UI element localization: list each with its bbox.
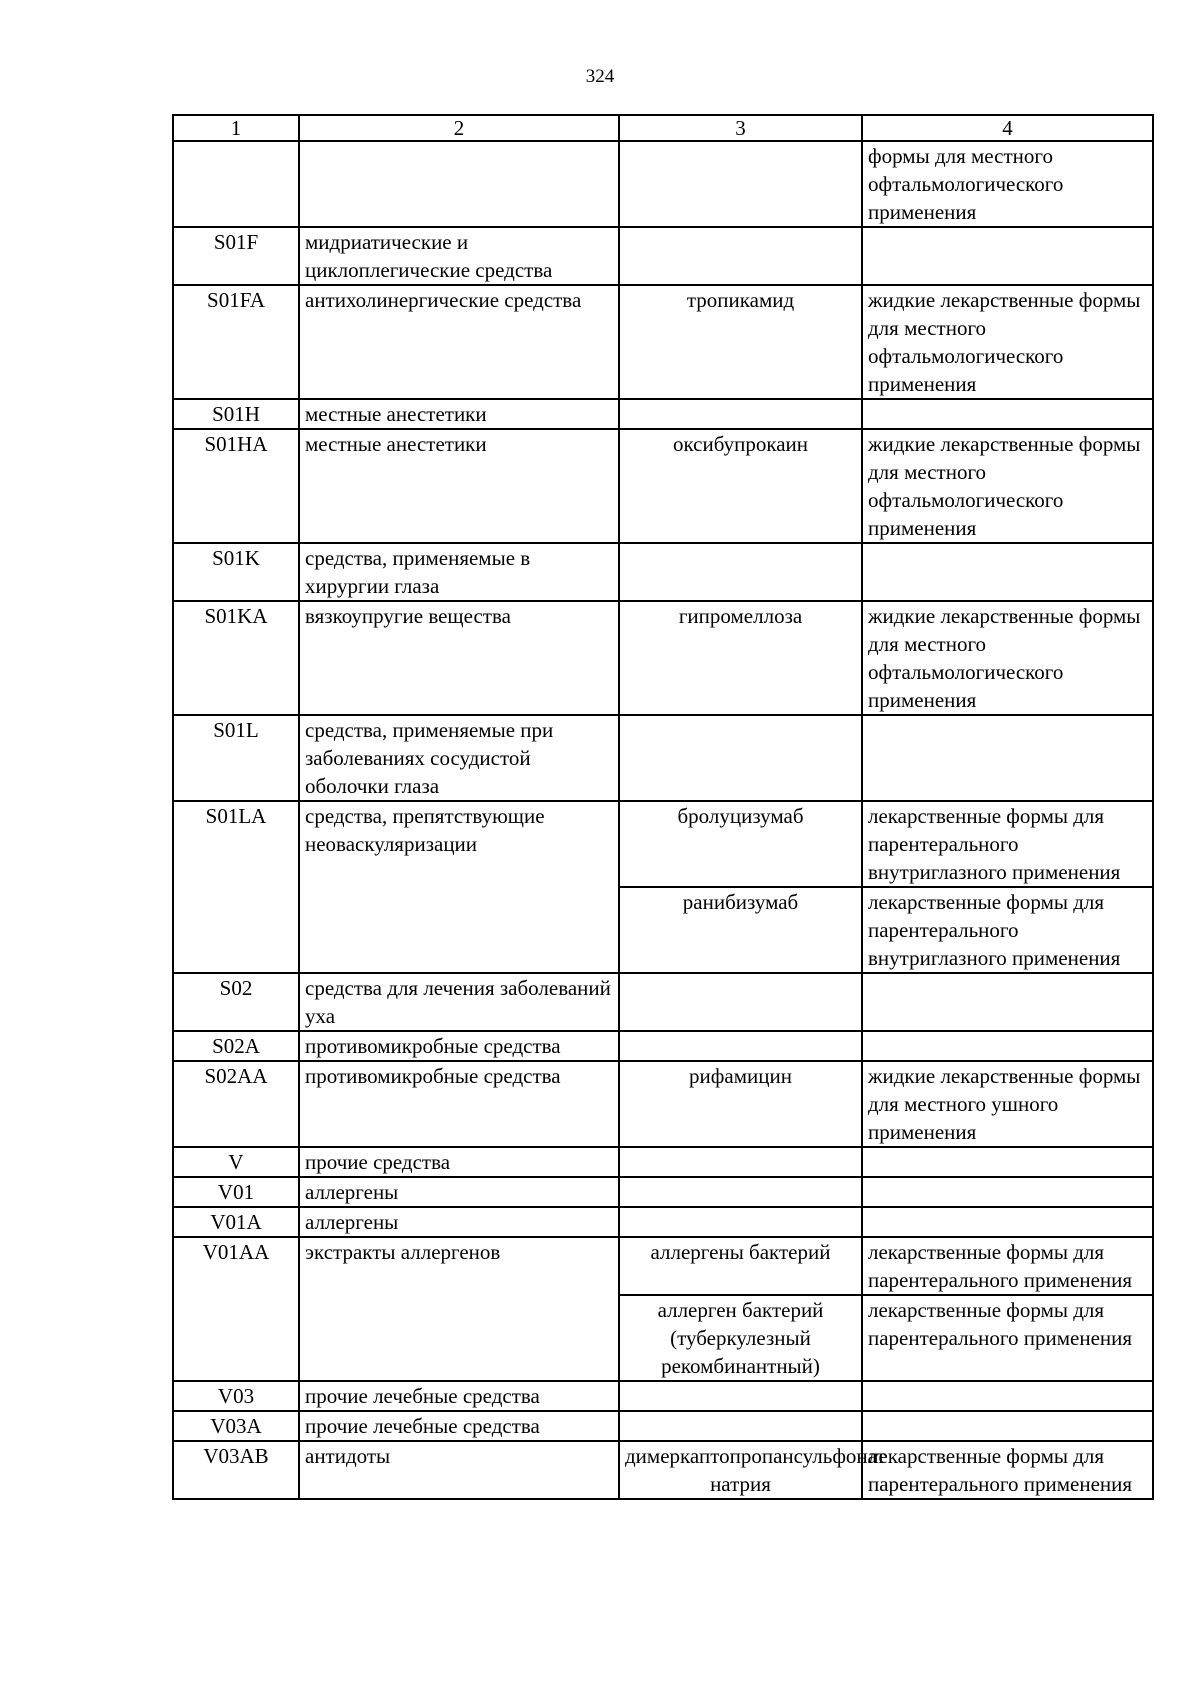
- drug-name-cell: [619, 1411, 862, 1441]
- atc-code-cell: [173, 141, 299, 227]
- group-name-cell: средства, препятствующие неоваскуляризации: [299, 801, 619, 973]
- dosage-form-cell: [862, 1031, 1153, 1061]
- atc-code-cell: S02AA: [173, 1061, 299, 1147]
- table-row: [173, 1207, 1153, 1237]
- group-name-cell: средства, применяемые при заболеваниях сосудистой оболочки глаза: [299, 715, 619, 801]
- table-header: [173, 115, 1153, 141]
- column-header-3: 3: [619, 115, 862, 141]
- drug-name-cell: [619, 1177, 862, 1207]
- dosage-form-cell: лекарственные формы для парентерального применения: [862, 1441, 1153, 1499]
- dosage-form-cell: жидкие лекарственные формы для местного офтальмологического применения: [862, 429, 1153, 543]
- drug-name-cell: [619, 1031, 862, 1061]
- table-row: [173, 601, 1153, 715]
- atc-code-cell: V01AA: [173, 1237, 299, 1381]
- group-name-cell: местные анестетики: [299, 429, 619, 543]
- dosage-form-cell: [862, 1147, 1153, 1177]
- atc-code-cell: S02: [173, 973, 299, 1031]
- table-row: [173, 1441, 1153, 1499]
- table-row: [173, 801, 1153, 887]
- drug-name-cell: [619, 1207, 862, 1237]
- atc-code-cell: V01A: [173, 1207, 299, 1237]
- group-name-cell: антидоты: [299, 1441, 619, 1499]
- group-name-cell: экстракты аллергенов: [299, 1237, 619, 1381]
- atc-code-cell: V: [173, 1147, 299, 1177]
- dosage-form-cell: [862, 1411, 1153, 1441]
- dosage-form-cell: [862, 715, 1153, 801]
- drug-name-cell: [619, 715, 862, 801]
- table-row: [173, 1061, 1153, 1147]
- atc-code-cell: S01HA: [173, 429, 299, 543]
- atc-code-cell: S02A: [173, 1031, 299, 1061]
- table-row: [173, 543, 1153, 601]
- table-row: [173, 715, 1153, 801]
- group-name-cell: прочие лечебные средства: [299, 1411, 619, 1441]
- table-row: [173, 227, 1153, 285]
- dosage-form-cell: лекарственные формы для парентерального внутриглазного применения: [862, 801, 1153, 887]
- table-row: [173, 429, 1153, 543]
- dosage-form-cell: жидкие лекарственные формы для местного офтальмологического применения: [862, 601, 1153, 715]
- atc-code-cell: S01L: [173, 715, 299, 801]
- table-row: [173, 1411, 1153, 1441]
- dosage-form-cell: [862, 399, 1153, 429]
- group-name-cell: [299, 141, 619, 227]
- drug-name-cell: аллергены бактерий: [619, 1237, 862, 1295]
- atc-code-cell: S01LA: [173, 801, 299, 973]
- drug-name-cell: [619, 973, 862, 1031]
- dosage-form-cell: жидкие лекарственные формы для местного офтальмологического применения: [862, 285, 1153, 399]
- column-header-1: 1: [173, 115, 299, 141]
- drug-name-cell: [619, 141, 862, 227]
- dosage-form-cell: [862, 973, 1153, 1031]
- header-row: [173, 115, 1153, 141]
- drug-name-cell: аллерген бактерий (туберкулезный рекомбинантный): [619, 1295, 862, 1381]
- table-row: [173, 399, 1153, 429]
- dosage-form-cell: лекарственные формы для парентерального применения: [862, 1237, 1153, 1295]
- atc-code-cell: S01F: [173, 227, 299, 285]
- drug-name-cell: [619, 543, 862, 601]
- atc-code-cell: V03A: [173, 1411, 299, 1441]
- drug-name-cell: [619, 1147, 862, 1177]
- drug-name-cell: [619, 1381, 862, 1411]
- drug-name-cell: [619, 399, 862, 429]
- group-name-cell: средства для лечения заболеваний уха: [299, 973, 619, 1031]
- page-number: 324: [585, 66, 615, 87]
- drug-name-cell: димеркаптопропансульфонат натрия: [619, 1441, 862, 1499]
- table-row: [173, 141, 1153, 227]
- group-name-cell: прочие средства: [299, 1147, 619, 1177]
- dosage-form-cell: формы для местного офтальмологического применения: [862, 141, 1153, 227]
- drug-name-cell: тропикамид: [619, 285, 862, 399]
- table-row: [173, 1381, 1153, 1411]
- table-row: [173, 973, 1153, 1031]
- group-name-cell: аллергены: [299, 1207, 619, 1237]
- group-name-cell: прочие лечебные средства: [299, 1381, 619, 1411]
- atc-code-cell: V03: [173, 1381, 299, 1411]
- dosage-form-cell: лекарственные формы для парентерального внутриглазного применения: [862, 887, 1153, 973]
- group-name-cell: местные анестетики: [299, 399, 619, 429]
- drug-name-cell: оксибупрокаин: [619, 429, 862, 543]
- drug-name-cell: гипромеллоза: [619, 601, 862, 715]
- atc-code-cell: S01K: [173, 543, 299, 601]
- atc-code-cell: S01FA: [173, 285, 299, 399]
- group-name-cell: антихолинергические средства: [299, 285, 619, 399]
- drug-name-cell: [619, 227, 862, 285]
- column-header-4: 4: [862, 115, 1153, 141]
- table-row: [173, 1147, 1153, 1177]
- dosage-form-cell: [862, 1207, 1153, 1237]
- table-row: [173, 1237, 1153, 1295]
- dosage-form-cell: [862, 543, 1153, 601]
- table-body: [173, 141, 1153, 1499]
- atc-code-cell: V03AB: [173, 1441, 299, 1499]
- dosage-form-cell: [862, 1381, 1153, 1411]
- dosage-form-cell: лекарственные формы для парентерального применения: [862, 1295, 1153, 1381]
- group-name-cell: вязкоупругие вещества: [299, 601, 619, 715]
- table-row: [173, 1031, 1153, 1061]
- atc-code-cell: S01KA: [173, 601, 299, 715]
- drug-name-cell: ранибизумаб: [619, 887, 862, 973]
- atc-code-cell: S01H: [173, 399, 299, 429]
- drug-name-cell: бролуцизумаб: [619, 801, 862, 887]
- group-name-cell: средства, применяемые в хирургии глаза: [299, 543, 619, 601]
- dosage-form-cell: [862, 1177, 1153, 1207]
- column-header-2: 2: [299, 115, 619, 141]
- table-row: [173, 285, 1153, 399]
- drug-classification-table: [172, 114, 1154, 1500]
- group-name-cell: аллергены: [299, 1177, 619, 1207]
- dosage-form-cell: [862, 227, 1153, 285]
- atc-code-cell: V01: [173, 1177, 299, 1207]
- table-row: [173, 1177, 1153, 1207]
- drug-name-cell: рифамицин: [619, 1061, 862, 1147]
- group-name-cell: противомикробные средства: [299, 1031, 619, 1061]
- group-name-cell: мидриатические и циклоплегические средства: [299, 227, 619, 285]
- group-name-cell: противомикробные средства: [299, 1061, 619, 1147]
- dosage-form-cell: жидкие лекарственные формы для местного ушного применения: [862, 1061, 1153, 1147]
